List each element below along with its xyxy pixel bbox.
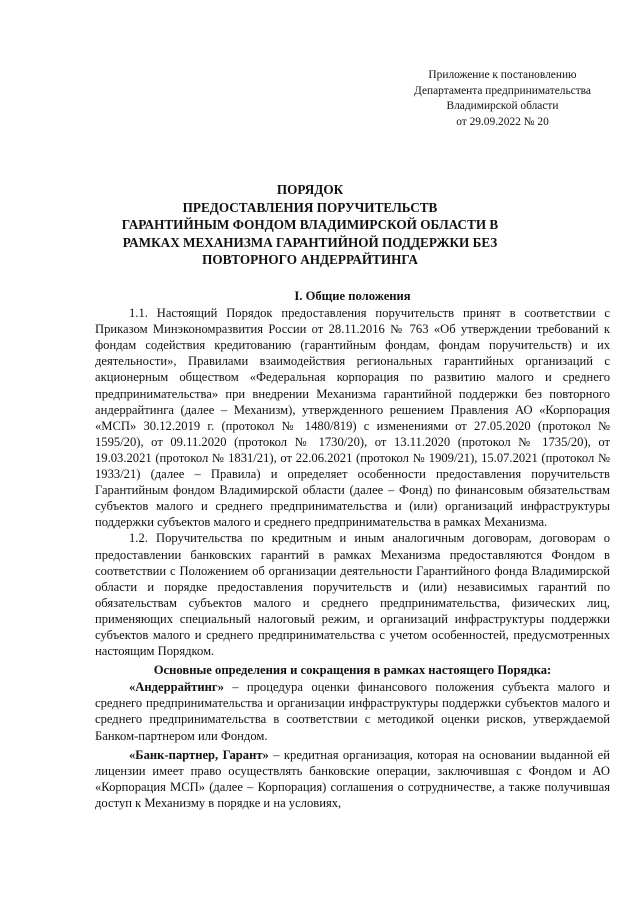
title-line: ПРЕДОСТАВЛЕНИЯ ПОРУЧИТЕЛЬСТВ bbox=[182, 199, 438, 215]
title-line: ПОРЯДОК bbox=[276, 182, 344, 197]
definition-underwriting bbox=[95, 679, 610, 743]
definition-text: – процедура оценки финансового положения субъекта малого и среднего предпринимательства и организации инфраструктуры поддержки субъектов малого и среднего предпринимательства в соответствии с методикой оценки рисков, утверждаемой Банком-партнером или Фондом. bbox=[95, 680, 610, 743]
document-body bbox=[95, 288, 610, 811]
appendix-line: Приложение к постановлению bbox=[428, 69, 577, 81]
definition-text: – кредитная организация, которая на основании выданной ей лицензии имеет право осуществлять банковские операции, заключившая с Фондом и АО «Корпорация МСП» (далее – Корпорация) соглашения о сотрудничестве, а также получившая доступ к Механизму в порядке и на условиях, bbox=[95, 747, 610, 810]
document-title bbox=[100, 181, 520, 269]
appendix-block bbox=[400, 68, 605, 130]
appendix-line: Владимирской области bbox=[446, 100, 559, 112]
appendix-line: Департамента предпринимательства bbox=[414, 84, 591, 97]
title-line: РАМКАХ МЕХАНИЗМА ГАРАНТИЙНОЙ ПОДДЕРЖКИ БЕЗ bbox=[122, 234, 498, 250]
section-heading: I. Общие положения bbox=[294, 289, 411, 303]
appendix-line: от 29.09.2022 № 20 bbox=[456, 115, 549, 128]
definitions-heading: Основные определения и сокращения в рамках настоящего Порядка: bbox=[153, 663, 552, 678]
paragraph-1-2: 1.2. Поручительства по кредитным и иным аналогичным договорам, договорам о предоставлении банковских гарантий в рамках Механизма предоставляются Фондом в соответствии с Положением об организации деятельности Гарантийного фонда Владимирской области и порядке предоставления поручительств и (или) независимых гарантий по обязательствам субъектов малого и среднего предпринимательства, физических лиц, применяющих специальный налоговый режим, и организаций инфраструктуры поддержки субъектов малого и среднего предпринимательства с учетом особенностей, предусмотренных настоящим Порядком. bbox=[95, 531, 610, 659]
paragraph-1-1: 1.1. Настоящий Порядок предоставления поручительств принят в соответствии с Приказом Минэкономразвития России от 28.11.2016 № 763 «Об утверждении требований к фондам содействия кредитованию (гарантийным фондам, фондам поручительств) и их деятельности», Правилами взаимодействия региональных гарантийных организаций с акционерным обществом «Федеральная корпорация по развитию малого и среднего предпринимательства» при внедрении Механизма гарантийной поддержки без повторного андеррайтинга (далее – Механизм), утвержденного решением Правления АО «Корпорация «МСП» 30.12.2019 г. (протокол № 1480/819) с изменениями от 27.05.2020 (протокол № 1595/20), от 09.11.2020 (протокол № 1730/20), от 13.11.2020 (протокол № 1735/20), от 19.03.2021 (протокол № 1831/21), от 22.06.2021 (протокол № 1909/21), 15.07.2021 (протокол № 1933/21) (далее – Правила) и определяет особенности предоставления поручительств Гарантийным фондом Владимирской области (далее – Фонд) по финансовым обязательствам субъектов малого и среднего предпринимательства и (или) организаций инфраструктуры поддержки субъектов малого и среднего предпринимательства в рамках Механизма. bbox=[95, 306, 610, 530]
title-line: ПОВТОРНОГО АНДЕРРАЙТИНГА bbox=[202, 252, 418, 267]
definition-term: «Банк-партнер, Гарант» bbox=[129, 747, 269, 762]
title-line: ГАРАНТИЙНЫМ ФОНДОМ ВЛАДИМИРСКОЙ ОБЛАСТИ В bbox=[121, 217, 499, 232]
definition-partner-bank bbox=[95, 747, 610, 811]
definition-term: «Андеррайтинг» bbox=[129, 680, 224, 695]
